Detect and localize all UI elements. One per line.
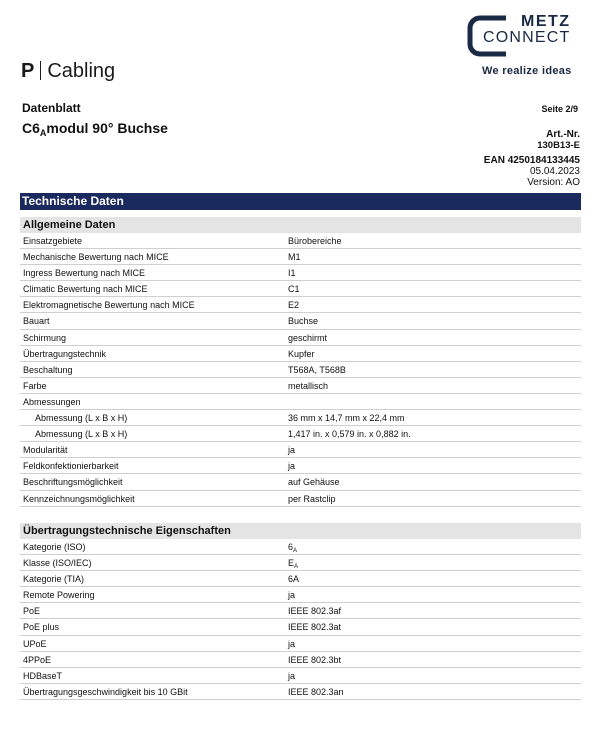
row-value	[288, 252, 301, 262]
row-value-text: 6A	[288, 574, 300, 585]
row-value-subscript: A	[294, 564, 299, 571]
row-value	[288, 542, 297, 554]
table-row	[20, 426, 581, 442]
row-value	[288, 236, 342, 246]
transmission-heading: Übertragungstechnische Eigenschaften	[20, 523, 581, 539]
brand-tagline: We realize ideas	[482, 65, 572, 77]
row-value-text: ja	[288, 461, 296, 472]
row-label: 4PPoE	[23, 654, 52, 665]
document-meta	[484, 129, 580, 188]
table-row	[20, 378, 581, 394]
row-value	[288, 429, 411, 439]
document-type: Datenblatt	[22, 101, 81, 115]
row-value	[288, 671, 295, 681]
brand-name-connect: CONNECT	[483, 29, 571, 46]
article-number: 130B13-E	[537, 140, 580, 151]
row-value	[288, 590, 295, 600]
table-row	[20, 474, 581, 490]
row-value-text: I1	[288, 268, 296, 279]
row-value	[288, 284, 300, 294]
row-value-text: ja	[288, 590, 296, 601]
row-value	[288, 477, 340, 487]
brand-name-metz: METZ	[521, 13, 571, 30]
table-row	[20, 636, 581, 652]
row-value	[288, 655, 341, 665]
table-row	[20, 281, 581, 297]
row-value-text: geschirmt	[288, 332, 328, 343]
table-row	[20, 539, 581, 555]
row-value	[288, 461, 295, 471]
row-value	[288, 349, 315, 359]
row-value	[288, 300, 299, 310]
row-value	[288, 268, 296, 278]
row-label: Übertragungsgeschwindigkeit bis 10 GBit	[23, 686, 188, 697]
table-row	[20, 684, 581, 700]
row-value-text: Bürobereiche	[288, 236, 342, 246]
table-row	[20, 330, 581, 346]
row-label: Bauart	[23, 316, 50, 327]
row-value-text: E	[288, 558, 295, 569]
row-value	[288, 606, 341, 616]
page-number: Seite 2/9	[541, 104, 578, 114]
title-prefix: C6	[22, 120, 40, 136]
ean-code: EAN 4250184133445	[483, 155, 580, 166]
row-label: Remote Powering	[23, 590, 95, 601]
table-row	[20, 603, 581, 619]
row-value-text: IEEE 802.3bt	[288, 654, 342, 665]
row-label: Feldkonfektionierbarkeit	[23, 461, 119, 472]
version: Version: AO	[527, 177, 580, 188]
general-data-heading: Allgemeine Daten	[20, 217, 581, 233]
row-value-text: IEEE 802.3at	[288, 622, 342, 633]
row-value-text: 36 mm x 14,7 mm x 22,4 mm	[288, 413, 405, 424]
row-value	[288, 639, 295, 649]
product-line-letter: P	[21, 60, 35, 82]
row-label: Kategorie (ISO)	[23, 542, 86, 552]
article-label: Art.-Nr.	[546, 129, 580, 140]
row-label: Klasse (ISO/IEC)	[23, 558, 92, 569]
row-label: Kategorie (TIA)	[23, 574, 85, 585]
row-label: Schirmung	[23, 332, 67, 343]
row-value-text: M1	[288, 252, 301, 263]
row-value-text: auf Gehäuse	[288, 477, 340, 488]
row-value	[288, 316, 318, 326]
table-row	[20, 668, 581, 684]
row-value	[288, 445, 295, 455]
row-value-text: 1,417 in. x 0,579 in. x 0,882 in.	[288, 429, 411, 440]
row-label: PoE	[23, 606, 41, 617]
row-value-text: IEEE 802.3af	[288, 606, 342, 617]
row-value	[288, 687, 344, 697]
row-label: Climatic Bewertung nach MICE	[23, 284, 148, 295]
row-value-text: C1	[288, 284, 300, 295]
row-label: Abmessungen	[23, 396, 81, 407]
row-value	[288, 494, 336, 504]
row-value-text: E2	[288, 300, 300, 311]
divider	[40, 61, 41, 80]
row-value	[288, 365, 346, 375]
row-label: Übertragungstechnik	[23, 348, 107, 359]
table-row	[20, 458, 581, 474]
table-row	[20, 442, 581, 458]
row-value-text: per Rastclip	[288, 493, 336, 504]
row-value	[288, 381, 328, 391]
general-data-table	[20, 233, 581, 507]
row-value-text: T568A, T568B	[288, 364, 346, 375]
table-row	[20, 265, 581, 281]
row-label: Beschriftungsmöglichkeit	[23, 477, 123, 488]
table-row	[20, 619, 581, 635]
table-row	[20, 652, 581, 668]
table-row	[20, 233, 581, 249]
table-row	[20, 491, 581, 507]
table-row	[20, 394, 581, 410]
page-title	[22, 120, 168, 138]
table-row	[20, 297, 581, 313]
row-value-text: IEEE 802.3an	[288, 686, 344, 697]
product-line-name: Cabling	[47, 60, 116, 82]
row-value	[288, 333, 327, 343]
date: 05.04.2023	[529, 166, 580, 177]
row-value-text: ja	[288, 638, 296, 649]
table-row	[20, 555, 581, 571]
row-value-text: ja	[288, 445, 296, 456]
row-value-text: ja	[288, 670, 296, 681]
table-row	[20, 571, 581, 587]
table-row	[20, 410, 581, 426]
row-label: PoE plus	[23, 622, 60, 633]
row-value-text: Kupfer	[288, 348, 315, 359]
row-label: Mechanische Bewertung nach MICE	[23, 252, 169, 263]
product-line-label	[21, 60, 115, 83]
table-row	[20, 346, 581, 362]
row-label: Ingress Bewertung nach MICE	[23, 268, 146, 279]
row-label: Farbe	[23, 380, 47, 391]
row-label: Abmessung (L x B x H)	[35, 413, 128, 424]
row-value-text: Buchse	[288, 316, 319, 327]
row-value	[288, 622, 341, 632]
row-label: Modularität	[23, 445, 68, 456]
table-row	[20, 313, 581, 329]
section-heading: Technische Daten	[20, 193, 581, 210]
row-value-text: metallisch	[288, 380, 329, 391]
row-value	[288, 558, 298, 570]
table-row	[20, 587, 581, 603]
row-label: Kennzeichnungsmöglichkeit	[23, 493, 135, 504]
row-label: UPoE	[23, 638, 47, 649]
title-rest: modul 90° Buchse	[46, 120, 168, 136]
title-subscript: A	[39, 128, 47, 138]
row-label: Elektromagnetische Bewertung nach MICE	[23, 300, 195, 311]
row-value-subscript: A	[293, 548, 298, 554]
row-label: Beschaltung	[23, 364, 73, 375]
row-label: HDBaseT	[23, 670, 63, 681]
table-row	[20, 362, 581, 378]
row-value	[288, 574, 299, 584]
row-label: Abmessung (L x B x H)	[35, 429, 128, 440]
transmission-table	[20, 539, 581, 700]
row-label: Einsatzgebiete	[23, 236, 83, 246]
row-value-text: 6	[288, 542, 294, 552]
table-row	[20, 249, 581, 265]
row-value	[288, 413, 405, 423]
